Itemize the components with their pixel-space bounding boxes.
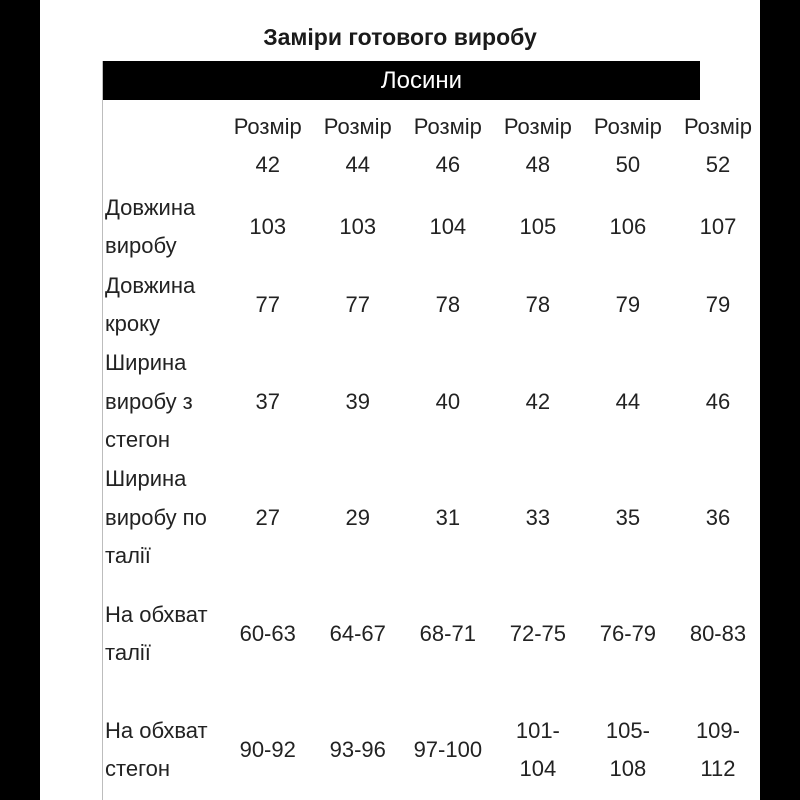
row-label: На обхват стегон	[105, 717, 208, 781]
table-cell: 72-75	[509, 621, 566, 646]
row-label: Ширина виробу по талії	[105, 466, 207, 569]
table-cell: 107	[699, 214, 737, 239]
row-label: Довжина кроку	[105, 272, 196, 336]
table-row	[103, 692, 760, 800]
table-row	[103, 344, 760, 460]
table-cell: 101- 104	[515, 718, 560, 781]
table-row	[103, 266, 760, 344]
table-cell: 42	[525, 389, 551, 414]
table-cell: 35	[615, 505, 641, 530]
table-cell: 44	[615, 389, 641, 414]
table-cell: 105	[519, 214, 557, 239]
size-header-cell: Розмір 44	[323, 114, 392, 177]
table-cell: 77	[255, 292, 280, 317]
table-row	[103, 576, 760, 692]
table-cell: 46	[705, 389, 731, 414]
table-cell: 93-96	[329, 737, 386, 762]
table-cell: 29	[345, 505, 371, 530]
table-cell: 40	[435, 389, 461, 414]
size-header-cell: Розмір 50	[593, 114, 662, 177]
table-cell: 77	[345, 292, 371, 317]
size-chart-panel	[40, 0, 760, 800]
table-cell: 33	[525, 505, 551, 530]
table-cell: 78	[525, 292, 551, 317]
table-cell: 76-79	[599, 621, 657, 646]
size-header-cell: Розмір 52	[683, 114, 752, 177]
row-label: На обхват талії	[105, 601, 208, 665]
table-row	[103, 460, 760, 576]
table-cell: 104	[429, 214, 467, 239]
table-cell: 103	[249, 214, 287, 239]
size-header-row	[103, 100, 760, 188]
table-cell: 36	[705, 505, 731, 530]
measurements-table	[103, 100, 760, 800]
table-cell: 39	[345, 389, 371, 414]
table-cell: 103	[339, 214, 377, 239]
row-label: Ширина виробу з стегон	[105, 350, 193, 453]
table-cell: 68-71	[419, 621, 476, 646]
table-cell: 27	[255, 505, 280, 530]
table-cell: 105- 108	[605, 718, 650, 781]
table-cell: 37	[255, 389, 280, 414]
table-cell: 31	[435, 505, 461, 530]
size-header-cell: Розмір 48	[503, 114, 572, 177]
table-cell: 79	[705, 292, 731, 317]
table-cell: 79	[615, 292, 641, 317]
table-cell: 64-67	[329, 621, 386, 646]
table-cell: 80-83	[689, 621, 747, 646]
table-cell: 90-92	[239, 737, 296, 762]
size-header-cell: Розмір 42	[233, 114, 302, 177]
table-cell: 109- 112	[695, 718, 740, 781]
table-cell: 106	[609, 214, 647, 239]
table-cell: 60-63	[239, 621, 296, 646]
product-name: Лосини	[380, 67, 463, 94]
table-header-bar	[103, 61, 700, 100]
row-label: Довжина виробу	[105, 194, 196, 258]
table-row	[103, 188, 760, 266]
size-header-cell: Розмір 46	[413, 114, 482, 177]
corner-cell	[103, 100, 223, 188]
page-title: Заміри готового виробу	[263, 24, 537, 50]
table-cell: 78	[435, 292, 461, 317]
table-cell: 97-100	[413, 737, 483, 762]
measurements-table-container	[102, 61, 760, 800]
